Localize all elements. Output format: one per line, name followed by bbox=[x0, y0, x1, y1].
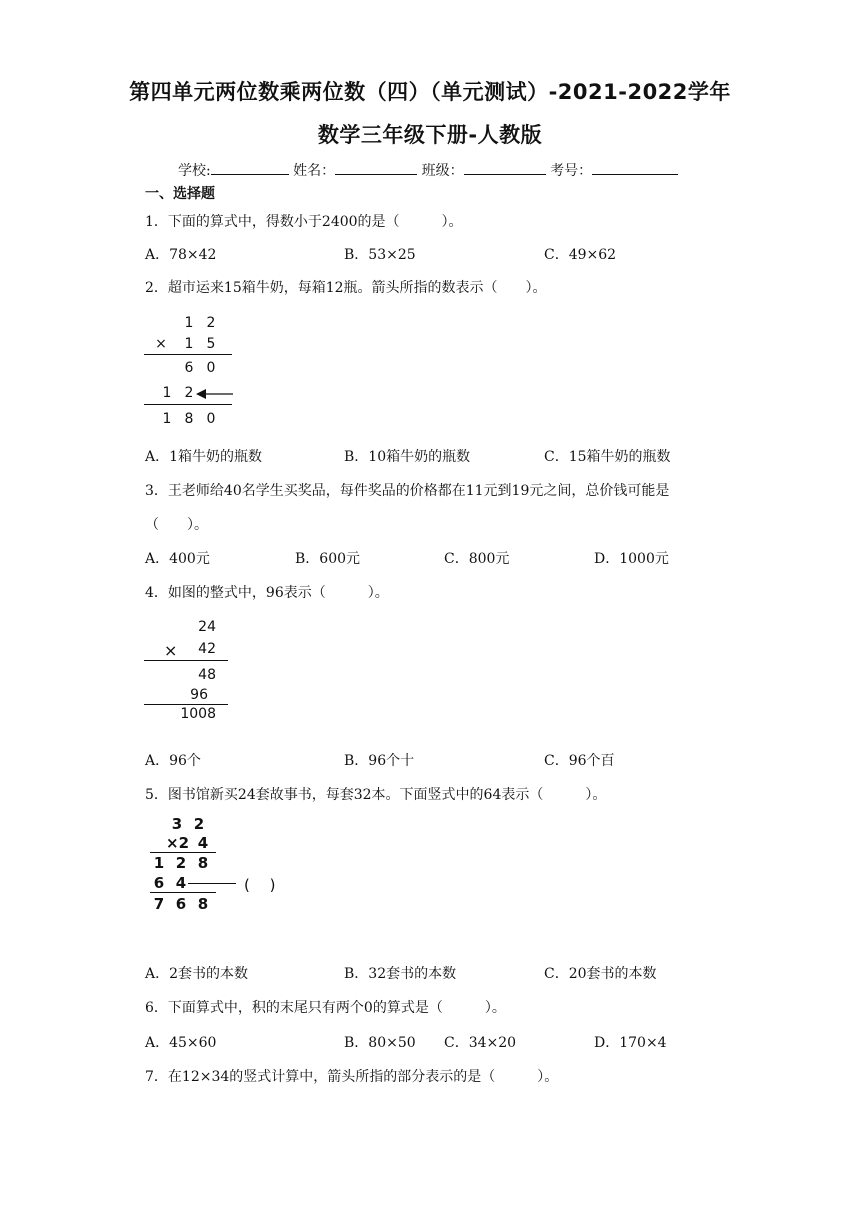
question-5-option-c[interactable]: C．20套书的本数 bbox=[544, 966, 657, 982]
exam-no-label: 考号： bbox=[550, 163, 593, 179]
info-line bbox=[178, 160, 678, 180]
calc-digit: 7 bbox=[153, 895, 165, 913]
arrow-icon bbox=[196, 388, 234, 400]
question-4-vertical-calculation bbox=[140, 615, 240, 725]
answer-blank[interactable]: ( ) bbox=[244, 876, 276, 894]
question-7-stem: 7．在12×34的竖式计算中，箭头所指的部分表示的是（ ）。 bbox=[145, 1069, 559, 1085]
question-5-stem: 5．图书馆新买24套故事书，每套32本。下面竖式中的64表示（ ）。 bbox=[145, 787, 607, 803]
question-1-option-a[interactable]: A．78×42 bbox=[145, 247, 217, 263]
question-3-option-d[interactable]: D．1000元 bbox=[594, 551, 669, 567]
calc-digit: 8 bbox=[197, 854, 209, 872]
question-6-option-b[interactable]: B．80×50 bbox=[344, 1035, 416, 1051]
name-label: 姓名： bbox=[293, 163, 336, 179]
question-3-stem-continued: （ ）。 bbox=[145, 517, 208, 533]
calc-row: 48 bbox=[198, 667, 216, 683]
question-2-vertical-calculation bbox=[140, 310, 250, 430]
calc-digit: 1 bbox=[184, 315, 194, 331]
calc-digit: 1 bbox=[153, 854, 165, 872]
question-2-option-b[interactable]: B．10箱牛奶的瓶数 bbox=[344, 449, 471, 465]
calc-line bbox=[144, 660, 228, 661]
question-5-option-b[interactable]: B．32套书的本数 bbox=[344, 966, 457, 982]
question-2-option-c[interactable]: C．15箱牛奶的瓶数 bbox=[544, 449, 671, 465]
calc-digit: 8 bbox=[184, 411, 194, 427]
question-3-stem: 3．王老师给40名学生买奖品，每件奖品的价格都在11元到19元之间，总价钱可能是 bbox=[145, 483, 670, 499]
multiply-sign: × bbox=[164, 641, 178, 660]
question-1-option-b[interactable]: B．53×25 bbox=[344, 247, 416, 263]
class-blank[interactable] bbox=[464, 160, 546, 175]
calc-line bbox=[144, 704, 228, 705]
calc-digit: 0 bbox=[206, 360, 216, 376]
question-6-stem: 6．下面算式中，积的末尾只有两个0的算式是（ ）。 bbox=[145, 1000, 506, 1016]
calc-digit: 4 bbox=[175, 874, 187, 892]
exam-no-blank[interactable] bbox=[592, 160, 678, 175]
name-blank[interactable] bbox=[335, 160, 417, 175]
question-3-option-b[interactable]: B．600元 bbox=[295, 551, 361, 567]
calc-digit: 1 bbox=[162, 385, 172, 401]
calc-digit: 6 bbox=[175, 895, 187, 913]
multiply-sign: × bbox=[155, 336, 167, 352]
calc-digit: 1 bbox=[162, 411, 172, 427]
calc-digit: 2 bbox=[193, 815, 205, 833]
calc-row: 24 bbox=[198, 619, 216, 635]
calc-digit: 5 bbox=[206, 336, 216, 352]
calc-digit: 4 bbox=[197, 834, 209, 852]
question-1-stem: 1．下面的算式中，得数小于2400的是（ ）。 bbox=[145, 214, 463, 230]
calc-line bbox=[144, 354, 232, 355]
calc-row: 42 bbox=[198, 641, 216, 657]
calc-digit: 0 bbox=[206, 411, 216, 427]
calc-row: 1008 bbox=[180, 706, 216, 722]
question-2-stem: 2．超市运来15箱牛奶，每箱12瓶。箭头所指的数表示（ ）。 bbox=[145, 280, 547, 296]
calc-digit: 3 bbox=[171, 815, 183, 833]
question-3-option-c[interactable]: C．800元 bbox=[444, 551, 510, 567]
calc-line bbox=[144, 404, 232, 405]
calc-digit: 2 bbox=[175, 854, 187, 872]
question-4-stem: 4．如图的整式中，96表示（ ）。 bbox=[145, 585, 389, 601]
question-4-option-c[interactable]: C．96个百 bbox=[544, 753, 615, 769]
calc-digit: 6 bbox=[184, 360, 194, 376]
question-5-option-a[interactable]: A．2套书的本数 bbox=[145, 966, 249, 982]
calc-digit: 8 bbox=[197, 895, 209, 913]
question-6-option-a[interactable]: A．45×60 bbox=[145, 1035, 217, 1051]
calc-digit: 1 bbox=[184, 336, 194, 352]
calc-digit: ×2 bbox=[166, 834, 190, 852]
question-3-option-a[interactable]: A．400元 bbox=[145, 551, 210, 567]
pointer-line bbox=[188, 883, 236, 884]
calc-line bbox=[150, 892, 216, 893]
question-4-option-a[interactable]: A．96个 bbox=[145, 753, 201, 769]
school-label: 学校: bbox=[178, 163, 211, 179]
page-title-line-1: 第四单元两位数乘两位数（四）（单元测试）-2021-2022学年 bbox=[129, 80, 731, 104]
question-6-option-d[interactable]: D．170×4 bbox=[594, 1035, 667, 1051]
question-2-option-a[interactable]: A．1箱牛奶的瓶数 bbox=[145, 449, 263, 465]
calc-row: 96 bbox=[190, 687, 208, 703]
question-4-option-b[interactable]: B．96个十 bbox=[344, 753, 415, 769]
calc-line bbox=[150, 852, 216, 853]
calc-digit: 2 bbox=[206, 315, 216, 331]
class-label: 班级： bbox=[421, 163, 464, 179]
school-blank[interactable] bbox=[211, 160, 289, 175]
calc-digit: 6 bbox=[153, 874, 165, 892]
section-heading: 一、选择题 bbox=[145, 186, 215, 202]
question-5-vertical-calculation bbox=[140, 812, 310, 917]
question-1-option-c[interactable]: C．49×62 bbox=[544, 247, 617, 263]
calc-digit: 2 bbox=[184, 385, 194, 401]
page-title-line-2: 数学三年级下册-人教版 bbox=[317, 123, 543, 147]
question-6-option-c[interactable]: C．34×20 bbox=[444, 1035, 517, 1051]
